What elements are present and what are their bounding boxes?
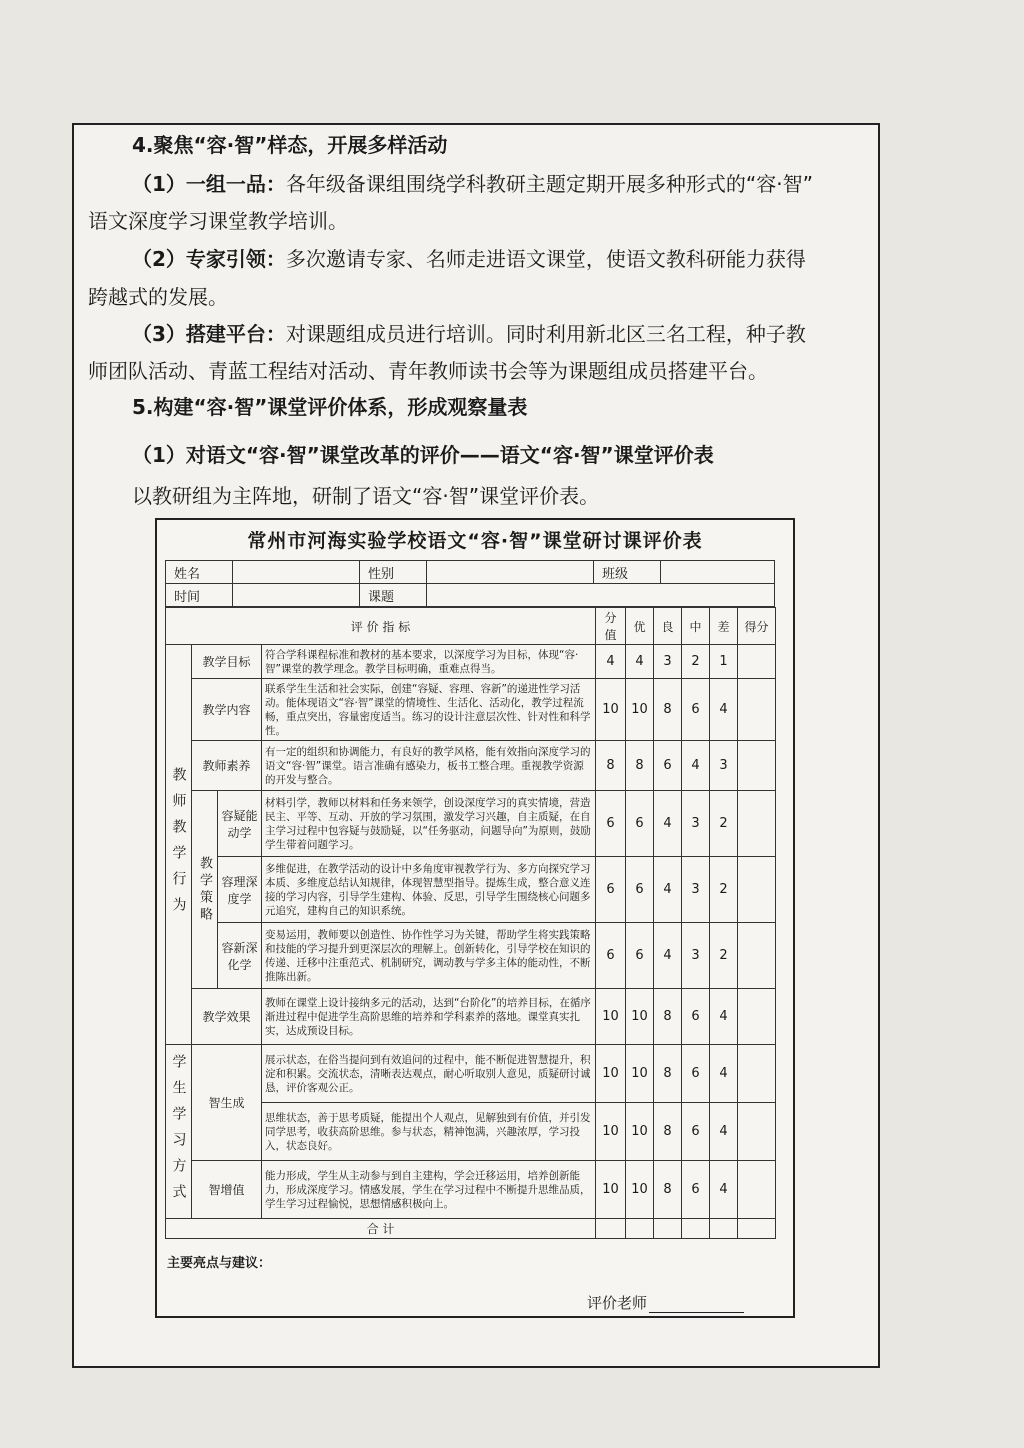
evaluation-table — [165, 607, 776, 1239]
score-cell[interactable] — [738, 791, 776, 857]
row-item: 教师素养 — [192, 741, 262, 791]
score-medium: 6 — [682, 1103, 710, 1161]
score-excellent: 10 — [626, 1161, 654, 1219]
score-cell[interactable] — [738, 1161, 776, 1219]
score-full: 4 — [596, 645, 626, 679]
table-row — [166, 857, 776, 923]
score-medium: 6 — [682, 679, 710, 741]
row-item: 容理深度学 — [218, 857, 262, 923]
score-excellent: 6 — [626, 857, 654, 923]
score-full: 10 — [596, 1161, 626, 1219]
col-poor: 差 — [710, 608, 738, 645]
score-good: 8 — [654, 989, 682, 1045]
para-3-line-1 — [132, 320, 806, 348]
para-2-lead: （2）专家引领： — [132, 247, 286, 271]
score-excellent: 6 — [626, 791, 654, 857]
col-good: 良 — [654, 608, 682, 645]
table-row — [166, 791, 776, 857]
score-good: 3 — [654, 645, 682, 679]
table-row — [166, 645, 776, 679]
row-item: 智生成 — [192, 1045, 262, 1161]
gender-label: 性别 — [360, 561, 427, 584]
score-full: 10 — [596, 679, 626, 741]
class-label: 班级 — [594, 561, 661, 584]
score-medium: 6 — [682, 1045, 710, 1103]
strategy-label: 教学策略 — [192, 791, 218, 989]
score-full: 10 — [596, 1103, 626, 1161]
score-cell[interactable] — [738, 1103, 776, 1161]
col-excellent: 优 — [626, 608, 654, 645]
notes-label: 主要亮点与建议： — [167, 1256, 272, 1271]
row-desc: 思维状态，善于思考质疑，能提出个人观点，见解独到有价值，并引发同学思考，收获高阶思维。参与状态，精神饱满，兴趣浓厚，学习投入，状态良好。 — [262, 1103, 596, 1161]
score-poor: 2 — [710, 791, 738, 857]
score-poor: 4 — [710, 679, 738, 741]
score-full: 6 — [596, 857, 626, 923]
score-good: 8 — [654, 679, 682, 741]
score-cell[interactable] — [738, 857, 776, 923]
table-row — [166, 1161, 776, 1219]
group-student: 学生学习方式 — [166, 1045, 192, 1219]
row-desc: 材料引学，教师以材料和任务来领学，创设深度学习的真实情境，营造民主、平等、互动、开放的学习氛围，激发学习兴趣，自主质疑，在自主学习过程中包容疑与鼓励疑，以“任务驱动，问题导向”为原则，鼓励学生带着问题学习。 — [262, 791, 596, 857]
para-1-text: 各年级备课组围绕学科教研主题定期开展多种形式的“容·智” — [285, 172, 814, 196]
col-medium: 中 — [682, 608, 710, 645]
para-2-line-1 — [132, 245, 806, 273]
topic-field[interactable] — [427, 584, 775, 607]
score-medium: 6 — [682, 989, 710, 1045]
page-frame — [72, 123, 880, 1368]
total-poor — [710, 1219, 738, 1239]
para-1-line-2: 语文深度学习课堂教学培训。 — [88, 209, 348, 233]
score-excellent: 8 — [626, 741, 654, 791]
score-full: 10 — [596, 1045, 626, 1103]
table-row — [166, 923, 776, 989]
score-full: 10 — [596, 989, 626, 1045]
row-desc: 联系学生生活和社会实际，创建“容疑、容理、容新”的递进性学习活动。能体现语文“容·智”课堂的情境性、生活化、活动化，教学过程流畅，重点突出，容量密度适当。练习的设计注意层次性、针对性和科学性。 — [262, 679, 596, 741]
row-item: 智增值 — [192, 1161, 262, 1219]
score-poor: 4 — [710, 1161, 738, 1219]
topic-label: 课题 — [360, 584, 427, 607]
col-score: 得分 — [738, 608, 776, 645]
row-item: 容疑能动学 — [218, 791, 262, 857]
score-cell[interactable] — [738, 923, 776, 989]
score-cell[interactable] — [738, 989, 776, 1045]
score-cell[interactable] — [738, 1045, 776, 1103]
evaluator-label: 评价老师 — [587, 1294, 648, 1312]
score-poor: 3 — [710, 741, 738, 791]
class-field[interactable] — [661, 561, 775, 584]
score-poor: 4 — [710, 1045, 738, 1103]
section4-heading: 4.聚焦“容·智”样态，开展多样活动 — [132, 133, 448, 157]
row-desc: 变易运用，教师要以创造性、协作性学习为关键，帮助学生将实践策略和技能的学习提升到更深层次的理解上。创新转化，引导学校在知识的传递、迁移中注重范式、机制研究，调动教与学多主体的能动性，不断推陈出新。 — [262, 923, 596, 989]
score-cell[interactable] — [738, 679, 776, 741]
total-full — [596, 1219, 626, 1239]
total-medium — [682, 1219, 710, 1239]
score-medium: 4 — [682, 741, 710, 791]
table-row — [166, 679, 776, 741]
score-good: 6 — [654, 741, 682, 791]
score-poor: 4 — [710, 989, 738, 1045]
score-full: 8 — [596, 741, 626, 791]
evaluator-signature-line[interactable] — [649, 1296, 744, 1313]
para-3-text: 对课题组成员进行培训。同时利用新北区三名工程，种子教 — [285, 322, 806, 346]
row-desc: 教师在课堂上设计接纳多元的活动，达到“台阶化”的培养目标，在循序渐进过程中促进学生高阶思维的培养和学科素养的落地。课堂真实扎实，达成预设目标。 — [262, 989, 596, 1045]
row-desc: 展示状态，在俗当提问到有效追问的过程中，能不断促进智慧提升，积淀和积累。交流状态，清晰表达观点，耐心听取别人意见，质疑研讨诚恳，评价客观公正。 — [262, 1045, 596, 1103]
evaluation-form — [155, 518, 795, 1318]
score-excellent: 10 — [626, 1045, 654, 1103]
score-excellent: 10 — [626, 679, 654, 741]
table-row — [166, 1045, 776, 1103]
para-2-line-2: 跨越式的发展。 — [88, 285, 228, 309]
row-item: 容新深化学 — [218, 923, 262, 989]
section5-heading: 5.构建“容·智”课堂评价体系，形成观察量表 — [132, 395, 528, 419]
row-desc: 有一定的组织和协调能力，有良好的教学风格，能有效指向深度学习的语文“容·智”课堂。语言准确有感染力，板书工整合理。重视教学资源的开发与整合。 — [262, 741, 596, 791]
row-desc: 能力形成，学生从主动参与到自主建构，学会迁移运用，培养创新能力，形成深度学习。情感发展，学生在学习过程中不断提升思维品质，学生学习过程愉悦，思想情感积极向上。 — [262, 1161, 596, 1219]
score-poor: 2 — [710, 857, 738, 923]
score-excellent: 6 — [626, 923, 654, 989]
score-excellent: 10 — [626, 989, 654, 1045]
total-excellent — [626, 1219, 654, 1239]
row-item: 教学内容 — [192, 679, 262, 741]
score-good: 8 — [654, 1103, 682, 1161]
score-good: 4 — [654, 923, 682, 989]
score-cell[interactable] — [738, 645, 776, 679]
time-label: 时间 — [166, 584, 233, 607]
row-desc: 多维促进，在教学活动的设计中多角度审视教学行为、多方向探究学习本质、多维度总结认知规律，体现智慧型指导。提炼生成，整合意义连接的学习内容，引导学生建构、体验、反思，引导学生围绕核心问题多元追究，建构自己的知识系统。 — [262, 857, 596, 923]
form-title: 常州市河海实验学校语文“容·智”课堂研讨课评价表 — [247, 530, 703, 552]
score-medium: 6 — [682, 1161, 710, 1219]
time-field[interactable] — [233, 584, 360, 607]
col-indicator: 评 价 指 标 — [166, 608, 596, 645]
evaluator — [587, 1292, 744, 1313]
section5-sub1: （1）对语文“容·智”课堂改革的评价——语文“容·智”课堂评价表 — [132, 443, 714, 467]
score-excellent: 4 — [626, 645, 654, 679]
score-excellent: 10 — [626, 1103, 654, 1161]
para-3-line-2: 师团队活动、青蓝工程结对活动、青年教师读书会等为课题组成员搭建平台。 — [88, 359, 768, 383]
score-good: 4 — [654, 857, 682, 923]
total-good — [654, 1219, 682, 1239]
table-row — [166, 989, 776, 1045]
total-label: 合 计 — [166, 1219, 596, 1239]
score-good: 8 — [654, 1161, 682, 1219]
name-label: 姓名 — [166, 561, 233, 584]
table-header-row — [166, 608, 776, 645]
score-medium: 3 — [682, 923, 710, 989]
score-poor: 4 — [710, 1103, 738, 1161]
score-full: 6 — [596, 791, 626, 857]
score-medium: 3 — [682, 791, 710, 857]
para-1-lead: （1）一组一品： — [132, 172, 286, 196]
row-item: 教学目标 — [192, 645, 262, 679]
row-item: 教学效果 — [192, 989, 262, 1045]
score-medium: 3 — [682, 857, 710, 923]
total-row — [166, 1219, 776, 1239]
table-row — [166, 741, 776, 791]
score-poor: 2 — [710, 923, 738, 989]
para-3-lead: （3）搭建平台： — [132, 322, 286, 346]
col-full: 分值 — [596, 608, 626, 645]
score-medium: 2 — [682, 645, 710, 679]
section5-sub1-body: 以教研组为主阵地，研制了语文“容·智”课堂评价表。 — [132, 484, 600, 508]
form-header-table — [165, 560, 775, 607]
name-field[interactable] — [233, 561, 360, 584]
total-score-cell[interactable] — [738, 1219, 776, 1239]
score-full: 6 — [596, 923, 626, 989]
gender-field[interactable] — [427, 561, 594, 584]
score-good: 8 — [654, 1045, 682, 1103]
group-teacher: 教师教学行为 — [166, 645, 192, 1045]
score-good: 4 — [654, 791, 682, 857]
para-2-text: 多次邀请专家、名师走进语文课堂，使语文教科研能力获得 — [285, 247, 806, 271]
para-1-line-1 — [132, 170, 813, 198]
score-poor: 1 — [710, 645, 738, 679]
row-desc: 符合学科课程标准和教材的基本要求，以深度学习为目标，体现“容·智”课堂的教学理念。教学目标明确，重难点得当。 — [262, 645, 596, 679]
score-cell[interactable] — [738, 741, 776, 791]
